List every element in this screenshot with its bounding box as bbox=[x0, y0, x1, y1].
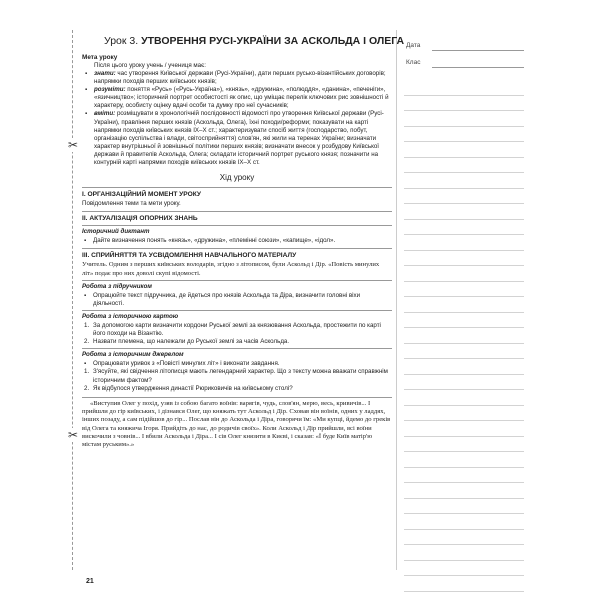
date-line bbox=[432, 50, 524, 51]
section-text: Повідомлення теми та мети уроку. bbox=[82, 200, 181, 208]
goal-item: ▪ вміти: розміщувати в хронологічній послідовності відомості про утворення Київської держави (Русі-України), правління перших князів (Аскольда, Олега), їхні походи/реформи; показувати на карті напрямки походів київських князів IX–X ст.; характеризувати спосіб життя (господарство, побут, організацію суспільства і влади, світосприйняття) слов'ян, які жили на теренах України; визначати характер внутрішньої й зовнішньої політики перших князів; визначати внесок у розбудову Київської держави й правителів Аскольда, Олега; складати історичний портрет руського князя; позначити на контурній карті напрямки походів київських князів IX–X ст. bbox=[82, 110, 392, 167]
note-line bbox=[404, 468, 524, 484]
section-heading: II. АКТУАЛІЗАЦІЯ ОПОРНИХ ЗНАНЬ bbox=[82, 211, 392, 223]
task-item: 2. Назвати племена, що належали до Руської землі за часів Аскольда. bbox=[84, 338, 290, 346]
note-line bbox=[404, 406, 524, 422]
note-line bbox=[404, 282, 524, 298]
scissors-icon: ✂ bbox=[67, 428, 79, 442]
quote-text: «Виступив Олег у похід, узяв із собою багато воїнів: варягів, чудь, слов'ян, мерю, весь, кривичів... І прийшли до гір київських, і дізнався Олег, що княжать тут Аскольд і Дір. Сховав він воїнів, одних у ладдях, інших позаду, а сам підійшов до гір... Послав він до Аскольда і Діра, говорячи їм: «Ми купці, йдемо до греків від Олега та княжича Ігоря. Прийдіть до нас, до родичів своїх». Коли Аскольд і Дір прийшли, всі воїни вискочили з човнів... І вбили Аскольда і Діра... І сів Олег князити в Києві, і сказав: «Ї буде Київ матір'ю містам руським».» bbox=[82, 399, 391, 449]
teacher-text: Учитель. Одним з перших київських володарів, згідно з літописом, були Аскольд і Дір. «Повість минулих літ» подає про них доволі скупі відомості. bbox=[82, 261, 380, 277]
task-item: 1. За допомогою карти визначити кордони Руської землі за князювання Аскольда, простежити по карті його походи на Візантію. bbox=[84, 322, 381, 338]
note-line bbox=[404, 452, 524, 468]
cut-line bbox=[72, 30, 73, 570]
note-line bbox=[404, 576, 524, 592]
scissors-icon: ✂ bbox=[67, 138, 79, 152]
column-divider bbox=[396, 30, 397, 570]
note-line bbox=[404, 297, 524, 313]
subsection-heading: Історичний диктант bbox=[82, 225, 392, 236]
note-line bbox=[404, 530, 524, 546]
note-line bbox=[404, 359, 524, 375]
note-line bbox=[404, 313, 524, 329]
note-line bbox=[404, 499, 524, 515]
task-text: ▪ Опрацюйте текст підручника, де йдеться про князів Аскольда та Діра, визначити головні віхи діяльності. bbox=[82, 292, 392, 308]
note-line bbox=[404, 437, 524, 453]
course-heading: Хід уроку bbox=[219, 173, 255, 183]
section-heading: III. СПРИЙНЯТТЯ ТА УСВІДОМЛЕННЯ НАВЧАЛЬНОГО МАТЕРІАЛУ bbox=[82, 248, 392, 260]
note-line bbox=[404, 127, 524, 143]
note-line bbox=[404, 375, 524, 391]
task-text: ▪ Дайте визначення понять «князь», «дружина», «племінні союзи», «капище», «ідол». bbox=[82, 237, 392, 245]
notes-header bbox=[404, 40, 524, 74]
note-line bbox=[404, 111, 524, 127]
goal-item: ▪ знати: час утворення Київської держави (Русі-України), дати перших русько-візантійських договорів; напрямки походів перших київських князів; bbox=[82, 70, 392, 86]
source-quote bbox=[82, 397, 392, 450]
note-line bbox=[404, 204, 524, 220]
note-line bbox=[404, 96, 524, 112]
note-line bbox=[404, 251, 524, 267]
note-line bbox=[404, 173, 524, 189]
subsection-heading: Робота з підручником bbox=[82, 280, 392, 291]
goals-intro: Після цього уроку учень / учениця має: bbox=[94, 62, 206, 69]
note-line bbox=[404, 142, 524, 158]
note-line bbox=[404, 235, 524, 251]
note-line bbox=[404, 561, 524, 577]
note-line bbox=[404, 266, 524, 282]
note-line bbox=[404, 220, 524, 236]
lesson-content bbox=[82, 34, 405, 450]
class-line bbox=[432, 67, 524, 68]
note-line bbox=[404, 189, 524, 205]
date-label: Дата bbox=[406, 42, 421, 49]
task-item: 2. Як відбулося утвердження династії Рюриковичів на київському столі? bbox=[84, 384, 293, 392]
subsection-heading: Робота з історичним джерелом bbox=[82, 348, 392, 359]
subsection-heading: Робота з історичною картою bbox=[82, 310, 392, 321]
task-item: 1. З'ясуйте, які свідчення літописця мають легендарний характер. Що з тексту можна вважати справжнім історичним фактом? bbox=[84, 368, 388, 384]
note-line bbox=[404, 483, 524, 499]
lesson-title-text: УТВОРЕННЯ РУСІ-УКРАЇНИ ЗА АСКОЛЬДА І ОЛЕГА bbox=[141, 35, 405, 47]
note-line bbox=[404, 514, 524, 530]
goals-list bbox=[82, 70, 392, 167]
lesson-title: Урок 3. УТВОРЕННЯ РУСІ-УКРАЇНИ ЗА АСКОЛЬДА І ОЛЕГА bbox=[104, 35, 405, 47]
class-label: Клас bbox=[406, 59, 421, 66]
note-line bbox=[404, 80, 524, 96]
class-field[interactable] bbox=[404, 57, 524, 74]
note-line bbox=[404, 545, 524, 561]
goal-item: ▪ розуміти: поняття «Русь» («Русь-Україна»), «князь», «дружина», «полюддя», «данина», «печеніги», «язичництво»; історичний портрет особистості як опис, що уміщає перелік ключових рис зовнішності й характеру, особисту оцінку вдачі особи та думку про неї сучасників; bbox=[82, 86, 392, 110]
page-number: 21 bbox=[86, 578, 94, 585]
date-field[interactable] bbox=[404, 40, 524, 57]
note-line bbox=[404, 158, 524, 174]
note-line bbox=[404, 344, 524, 360]
section-heading: I. ОРГАНІЗАЦІЙНИЙ МОМЕНТ УРОКУ bbox=[82, 187, 392, 199]
notes-lines[interactable] bbox=[404, 80, 524, 592]
note-line bbox=[404, 328, 524, 344]
goals-label: Мета уроку bbox=[82, 54, 118, 61]
task-text: ▪ Опрацювати уривок з «Повісті минулих літ» і виконати завдання. bbox=[82, 360, 392, 368]
note-line bbox=[404, 421, 524, 437]
note-line bbox=[404, 390, 524, 406]
